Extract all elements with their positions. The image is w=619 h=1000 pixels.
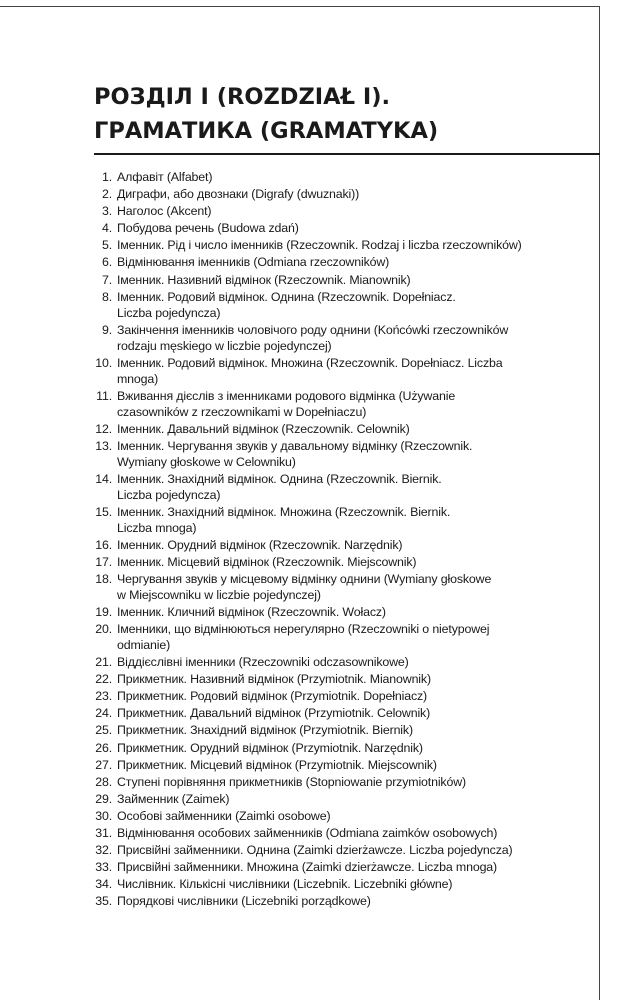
toc-item-label	[117, 672, 550, 688]
toc-item-label-continuation: odmianie)	[117, 637, 171, 652]
chapter-title-line-1: РОЗДІЛ І (ROZDZIAŁ I).	[94, 84, 391, 110]
toc-item-label	[117, 860, 550, 876]
toc-item-number: 21.	[95, 655, 112, 670]
toc-item-label-line: Наголос (Akcent)	[117, 204, 212, 219]
toc-item[interactable]	[90, 672, 550, 688]
toc-item-label-line: Чергування звуків у місцевому відмінку однини (Wymiany głoskowe	[117, 571, 492, 586]
toc-item[interactable]	[90, 792, 550, 808]
toc-item-label	[117, 472, 550, 504]
toc-item[interactable]	[90, 290, 550, 322]
toc-item-label	[117, 204, 550, 220]
toc-item-number: 35.	[95, 894, 112, 909]
toc-item-label-line: Іменник. Знахідний відмінок. Множина (Rzeczownik. Biernik.	[117, 504, 451, 519]
toc-item[interactable]	[90, 323, 550, 355]
toc-item-label-line: Віддієслівні іменники (Rzeczowniki odczasownikowe)	[117, 655, 409, 670]
toc-item[interactable]	[90, 758, 550, 774]
toc-item[interactable]	[90, 505, 550, 537]
table-of-contents	[90, 170, 550, 911]
toc-item-label-continuation: czasowników z rzeczownikami w Dopełniaczu)	[117, 404, 367, 419]
toc-item-label-line: Диграфи, або двознаки (Digrafy (dwuznaki))	[117, 187, 360, 202]
toc-item-label-line: Іменник. Місцевий відмінок (Rzeczownik. Miejscownik)	[117, 554, 417, 569]
toc-item-label-line: Прикметник. Називний відмінок (Przymiotnik. Mianownik)	[117, 672, 431, 687]
toc-item-number: 1.	[101, 170, 112, 184]
toc-item-label	[117, 723, 550, 739]
toc-item-label-line: Іменник. Рід і число іменників (Rzeczownik. Rodzaj i liczba rzeczowników)	[117, 238, 522, 253]
toc-item[interactable]	[90, 809, 550, 825]
toc-item-number: 9.	[101, 322, 112, 337]
toc-item[interactable]	[90, 860, 550, 876]
toc-item-number: 3.	[101, 204, 112, 219]
toc-item[interactable]	[90, 572, 550, 604]
toc-item[interactable]	[90, 655, 550, 671]
toc-item-label-line: Прикметник. Родовий відмінок (Przymiotnik. Dopełniacz)	[117, 689, 428, 704]
toc-item-label	[117, 758, 550, 774]
toc-item-number: 15.	[95, 504, 112, 519]
toc-item[interactable]	[90, 555, 550, 571]
toc-item-label-continuation: w Miejscowniku w liczbie pojedynczej)	[117, 587, 321, 602]
toc-item-number: 4.	[101, 221, 112, 236]
toc-item-label-line: Відмінювання особових займенників (Odmiana zaimków osobowych)	[117, 825, 498, 840]
toc-item-number: 11.	[96, 388, 112, 403]
toc-item-label-continuation: Liczba pojedyncza)	[117, 487, 221, 502]
toc-item-label-line: Прикметник. Місцевий відмінок (Przymiotnik. Miejscownik)	[117, 757, 437, 772]
toc-item-label-line: Побудова речень (Budowa zdań)	[117, 221, 299, 236]
title-divider	[94, 153, 600, 155]
toc-item-label	[117, 187, 550, 203]
toc-item-label-line: Іменник. Чергування звуків у давальному відмінку (Rzeczownik.	[117, 438, 473, 453]
toc-item[interactable]	[90, 170, 550, 186]
toc-item-number: 13.	[95, 438, 112, 453]
toc-item-number: 25.	[95, 723, 112, 738]
toc-item-number: 20.	[95, 622, 112, 637]
toc-item-number: 19.	[95, 604, 112, 619]
toc-item-label-line: Відмінювання іменників (Odmiana rzeczowników)	[117, 255, 390, 270]
toc-item[interactable]	[90, 389, 550, 421]
toc-item[interactable]	[90, 204, 550, 220]
toc-item-label	[117, 826, 550, 842]
toc-item-label	[117, 775, 550, 791]
toc-item-label-line: Іменник. Знахідний відмінок. Однина (Rzeczownik. Biernik.	[117, 471, 442, 486]
toc-item-number: 2.	[101, 187, 112, 202]
toc-item-label-line: Іменник. Родовий відмінок. Множина (Rzeczownik. Dopełniacz. Liczba	[117, 355, 503, 370]
toc-item-label-continuation: Liczba pojedyncza)	[117, 305, 221, 320]
toc-item-label-line: Числівник. Кількісні числівники (Liczebnik. Liczebniki główne)	[117, 877, 453, 892]
toc-item-label	[117, 706, 550, 722]
toc-item-number: 10.	[95, 355, 112, 370]
toc-item-label	[117, 555, 550, 571]
chapter-title-line-2: ГРАМАТИКА (GRAMATYKA)	[94, 118, 439, 144]
toc-item[interactable]	[90, 894, 550, 910]
toc-item-number: 22.	[95, 672, 112, 687]
toc-item-label	[117, 843, 550, 859]
toc-item[interactable]	[90, 775, 550, 791]
toc-item-label	[117, 877, 550, 893]
toc-item-number: 7.	[101, 272, 112, 287]
toc-item-number: 28.	[95, 774, 112, 789]
toc-item[interactable]	[90, 741, 550, 757]
toc-item-number: 16.	[95, 537, 112, 552]
toc-item-label	[117, 422, 550, 438]
toc-item-label-line: Прикметник. Давальний відмінок (Przymiotnik. Celownik)	[117, 706, 431, 721]
toc-item-label-line: Алфавіт (Alfabet)	[117, 170, 213, 184]
toc-item[interactable]	[90, 723, 550, 739]
toc-item[interactable]	[90, 843, 550, 859]
toc-item-label-line: Присвійні займенники. Однина (Zaimki dzierżawcze. Liczba pojedyncza)	[117, 843, 513, 858]
toc-item-number: 24.	[95, 706, 112, 721]
toc-item-number: 8.	[101, 289, 112, 304]
page-frame-top-rule	[0, 6, 600, 7]
toc-item[interactable]	[90, 622, 550, 654]
toc-item[interactable]	[90, 538, 550, 554]
toc-item-label-line: Порядкові числівники (Liczebniki porządkowe)	[117, 894, 371, 909]
toc-item-number: 6.	[101, 255, 112, 270]
toc-item-number: 5.	[101, 238, 112, 253]
toc-item[interactable]	[90, 605, 550, 621]
toc-item-label-continuation: mnoga)	[117, 371, 159, 386]
toc-item[interactable]	[90, 356, 550, 388]
toc-item-label-line: Іменник. Називний відмінок (Rzeczownik. Mianownik)	[117, 272, 411, 287]
toc-item-number: 30.	[95, 808, 112, 823]
toc-item-number: 17.	[95, 554, 112, 569]
toc-item-label-line: Прикметник. Знахідний відмінок (Przymiotnik. Biernik)	[117, 723, 413, 738]
toc-item-number: 27.	[95, 757, 112, 772]
toc-item-number: 26.	[95, 740, 112, 755]
toc-item-label-line: Іменник. Орудний відмінок (Rzeczownik. Narzędnik)	[117, 537, 403, 552]
toc-item-label-line: Особові займенники (Zaimki osobowe)	[117, 808, 331, 823]
toc-item-label	[117, 605, 550, 621]
toc-item-label-line: Іменник. Кличний відмінок (Rzeczownik. Wołacz)	[117, 604, 386, 619]
toc-item-label	[117, 538, 550, 554]
toc-item-label	[117, 689, 550, 705]
toc-item[interactable]	[90, 255, 550, 271]
page-frame-right-rule	[599, 6, 600, 1000]
toc-item-label	[117, 221, 550, 237]
toc-item-label	[117, 792, 550, 808]
toc-item-label-line: Присвійні займенники. Множина (Zaimki dzierżawcze. Liczba mnoga)	[117, 860, 498, 875]
toc-item[interactable]	[90, 273, 550, 289]
toc-item-label	[117, 572, 550, 604]
toc-item[interactable]	[90, 877, 550, 893]
toc-item-number: 29.	[95, 791, 112, 806]
toc-item-label	[117, 439, 550, 471]
toc-item-label	[117, 290, 550, 322]
toc-item[interactable]	[90, 238, 550, 254]
toc-item-label-continuation: Liczba mnoga)	[117, 520, 197, 535]
toc-item-label	[117, 170, 550, 186]
toc-item[interactable]	[90, 439, 550, 471]
toc-item-label-line: Іменник. Давальний відмінок (Rzeczownik. Celownik)	[117, 421, 410, 436]
toc-item-label	[117, 622, 550, 654]
toc-item-label-line: Ступені порівняння прикметників (Stopniowanie przymiotników)	[117, 774, 466, 789]
toc-item-label-line: Іменник. Родовий відмінок. Однина (Rzeczownik. Dopełniacz.	[117, 289, 456, 304]
toc-item-label	[117, 356, 550, 388]
toc-item-label-line: Закінчення іменників чоловічого роду однини (Końcówki rzeczowników	[117, 322, 509, 337]
toc-item-number: 12.	[95, 421, 112, 436]
toc-item-label	[117, 273, 550, 289]
toc-item[interactable]	[90, 187, 550, 203]
toc-item-number: 34.	[95, 877, 112, 892]
toc-item-label-continuation: rodzaju męskiego w liczbie pojedynczej)	[117, 338, 332, 353]
toc-item[interactable]	[90, 826, 550, 842]
toc-item-label-line: Займенник (Zaimek)	[117, 791, 230, 806]
toc-item-label	[117, 323, 550, 355]
toc-item-label-line: Прикметник. Орудний відмінок (Przymiotnik. Narzędnik)	[117, 740, 423, 755]
toc-item-label	[117, 809, 550, 825]
toc-item[interactable]	[90, 472, 550, 504]
toc-item-number: 23.	[95, 689, 112, 704]
toc-item-label	[117, 238, 550, 254]
chapter-title	[94, 80, 514, 148]
toc-item-label	[117, 255, 550, 271]
toc-item[interactable]	[90, 221, 550, 237]
toc-item[interactable]	[90, 422, 550, 438]
toc-item-number: 14.	[95, 471, 112, 486]
toc-item-label	[117, 894, 550, 910]
toc-item[interactable]	[90, 706, 550, 722]
toc-item-label-continuation: Wymiany głoskowe w Celowniku)	[117, 454, 296, 469]
toc-item[interactable]	[90, 689, 550, 705]
toc-item-label-line: Іменники, що відмінюються нерегулярно (Rzeczowniki o nietypowej	[117, 622, 490, 637]
toc-item-label	[117, 655, 550, 671]
toc-item-number: 33.	[95, 860, 112, 875]
toc-item-number: 31.	[95, 825, 112, 840]
toc-item-label	[117, 389, 550, 421]
toc-item-label	[117, 741, 550, 757]
toc-item-number: 18.	[95, 571, 112, 586]
toc-item-label-line: Вживання дієслів з іменниками родового відмінка (Używanie	[117, 388, 456, 403]
toc-item-number: 32.	[95, 843, 112, 858]
toc-item-label	[117, 505, 550, 537]
